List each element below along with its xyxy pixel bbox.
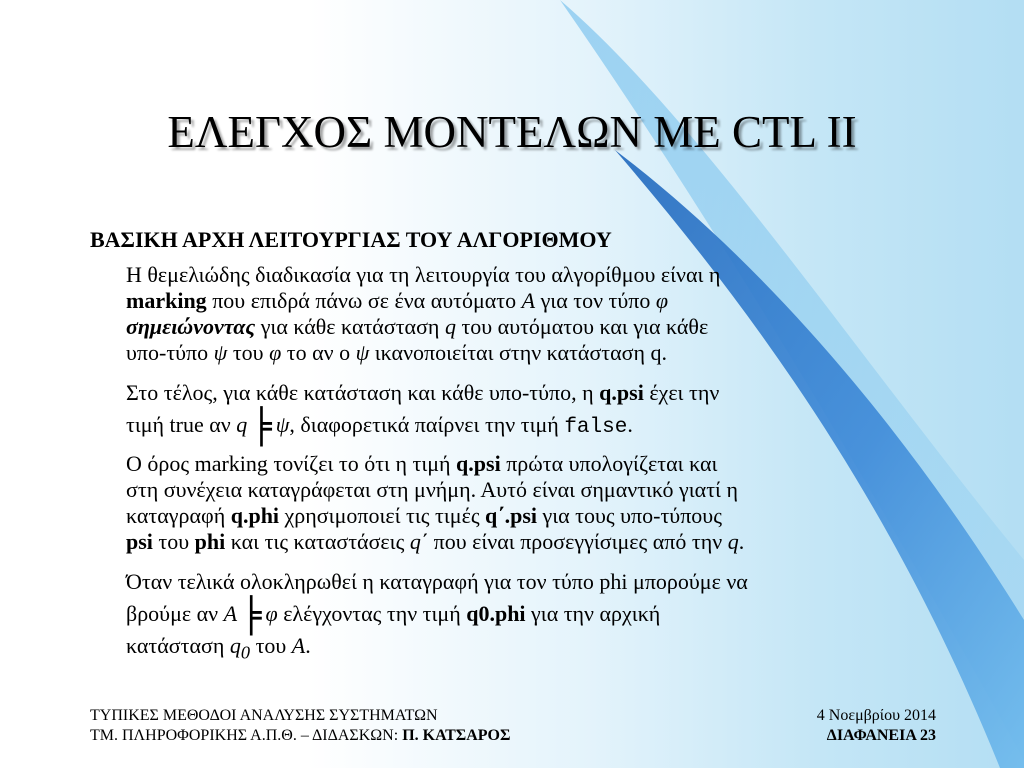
footer-course-title: ΤΥΠΙΚΕΣ ΜΕΘΟΔΟΙ ΑΝΑΛΥΣΗΣ ΣΥΣΤΗΜΑΤΩΝ (90, 707, 438, 724)
text-run: κατάσταση (126, 633, 230, 658)
text-run: A (223, 601, 238, 626)
text-run: q (229, 633, 241, 658)
text-run: που είναι προσεγγίσιμες από την (428, 529, 728, 554)
text-run: q (236, 412, 248, 437)
text-run: ψ (355, 340, 370, 365)
footer-course-info (90, 706, 510, 746)
text-run: του (227, 340, 270, 365)
paragraph-1 (126, 262, 946, 366)
text-run: για τον τύπο (535, 288, 656, 313)
text-run: το αν ο (281, 340, 356, 365)
text-run: q΄.psi (485, 503, 538, 528)
text-run: psi (126, 529, 153, 554)
text-run: του αυτόματου και για κάθε (455, 314, 709, 339)
text-run: marking (126, 288, 207, 313)
text-run: ελέγχοντας την τιμή (277, 601, 467, 626)
text-run: για την αρχική (525, 601, 661, 626)
text-run (126, 314, 255, 339)
text-run: . (738, 529, 745, 554)
text-run: τιμή true αν (126, 412, 237, 437)
text-run (241, 642, 250, 662)
text-run: , διαφορετικά παίρνει την τιμή (289, 412, 565, 437)
paragraph-4 (126, 566, 946, 668)
text-run: καταγραφή (126, 503, 231, 528)
text-run: . (627, 412, 633, 437)
footer-slide-info (817, 706, 936, 746)
section-heading: ΒΑΣΙΚΗ ΑΡΧΗ ΛΕΙΤΟΥΡΓΙΑΣ ΤΟΥ ΑΛΓΟΡΙΘΜΟΥ (90, 227, 612, 252)
paragraph-2 (126, 377, 946, 447)
text-run: q (727, 529, 739, 554)
text-run: q.psi (456, 451, 501, 476)
text-run: πρώτα υπολογίζεται και (500, 451, 718, 476)
footer-date: 4 Νοεμβρίου 2014 (816, 707, 936, 724)
text-run: βρούμε αν (126, 601, 224, 626)
footer-slide-number: ΔΙΑΦΑΝΕΙΑ 23 (826, 727, 936, 744)
text-run: σημειώνοντας (126, 314, 256, 339)
text-run: φ (269, 340, 282, 365)
text-run: φ (655, 288, 669, 313)
text-run: χρησιμοποιεί τις τιμές (279, 503, 486, 528)
text-run: για κάθε κατάσταση (255, 314, 445, 339)
footer-department: ΤΜ. ΠΛΗΡΟΦΟΡΙΚΗΣ Α.Π.Θ. – ΔΙΔΑΣΚΩΝ: Π. ΚΑΤΣΑΡΟΣ (90, 727, 511, 744)
slide-title: ΕΛΕΓΧΟΣ ΜΟΝΤΕΛΩΝ ΜΕ CTL II (167, 107, 857, 157)
text-run: του (250, 633, 292, 658)
text-run: έχει την (643, 380, 720, 405)
text-run: για τους υπο-τύπους (537, 503, 722, 528)
text-run: phi (194, 529, 226, 554)
text-run: και τις καταστάσεις (225, 529, 410, 554)
text-run: του (152, 529, 195, 554)
text-run: Η θεμελιώδης διαδικασία για τη λειτουργία του αλγορίθμου είναι η (126, 262, 721, 287)
text-run: ψ (275, 412, 290, 437)
text-run: false (564, 416, 628, 439)
text-run: q΄ (409, 529, 429, 554)
text-run: φ (265, 601, 278, 626)
text-run: στη συνέχεια καταγράφεται στη μνήμη. Αυτό είναι σημαντικό γιατί η (126, 477, 738, 502)
text-run: A (291, 633, 306, 658)
text-run: ικανοποιείται στην κατάσταση q. (369, 340, 668, 365)
text-run: q (444, 314, 456, 339)
text-run: . (305, 633, 311, 658)
models-symbol-icon: ╞ (241, 596, 262, 636)
text-run: Όταν τελικά ολοκληρωθεί η καταγραφή για τον τύπο phi μπορούμε να (126, 569, 748, 594)
text-run: 0 (240, 642, 251, 663)
text-run: ψ (213, 340, 228, 365)
text-run: Στο τέλος, για κάθε κατάσταση και κάθε υπο-τύπο, η (126, 380, 600, 405)
text-run: Ο όρος marking τονίζει το ότι η τιμή (126, 451, 457, 476)
text-run: που επιδρά πάνω σε ένα αυτόματο (206, 288, 522, 313)
text-run: A (521, 288, 536, 313)
text-run: q0.phi (466, 601, 526, 626)
models-symbol-icon: ╞ (251, 407, 272, 447)
paragraph-3 (126, 451, 946, 555)
text-run: υπο-τύπο (126, 340, 214, 365)
text-run: q.psi (599, 380, 644, 405)
text-run: q.phi (230, 503, 280, 528)
